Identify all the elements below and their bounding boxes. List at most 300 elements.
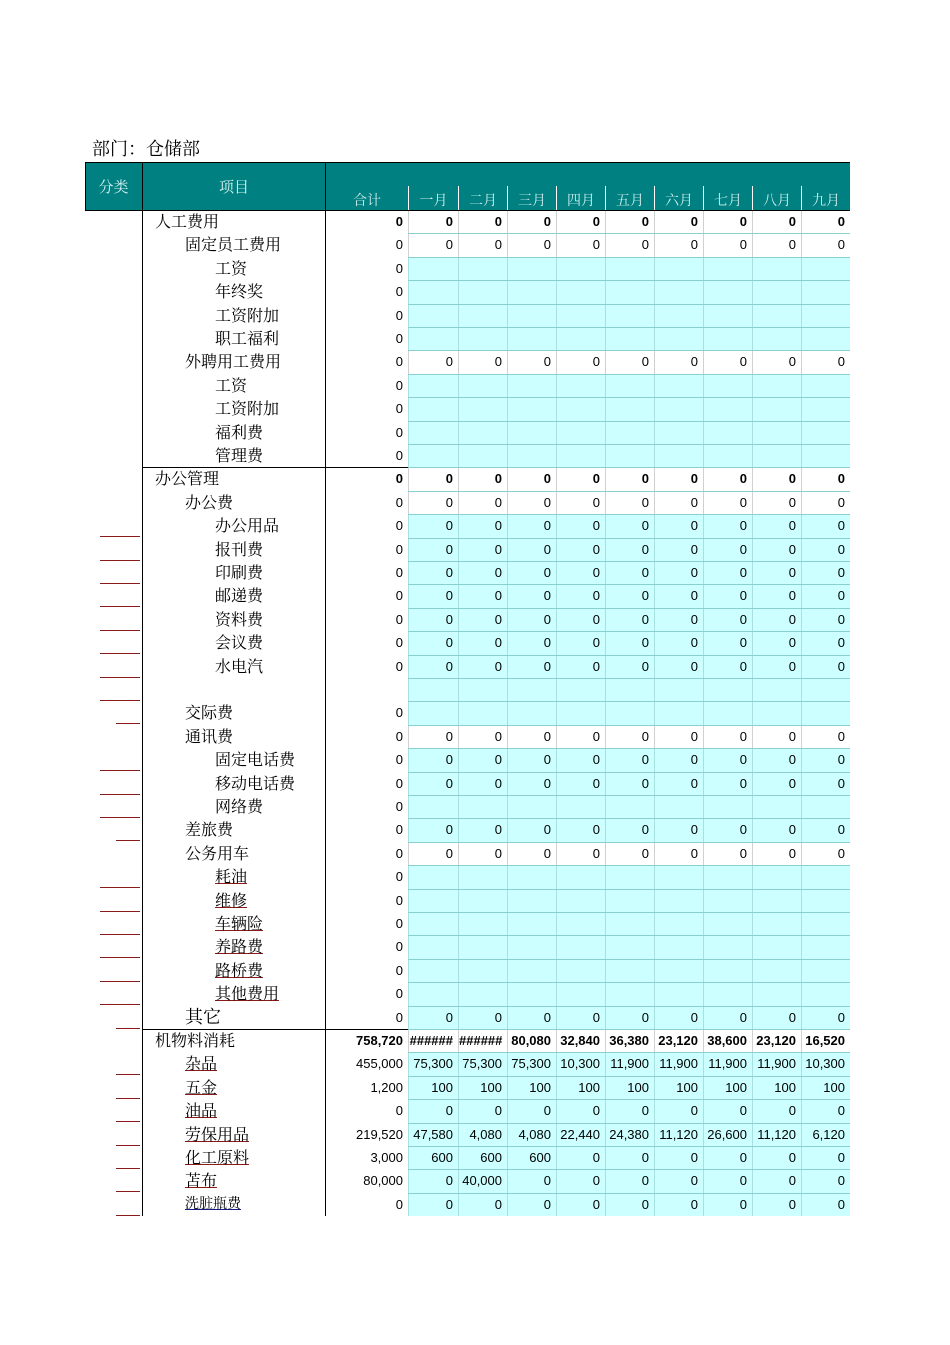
month-cell[interactable] bbox=[458, 280, 507, 303]
month-cell[interactable] bbox=[752, 935, 801, 958]
month-cell[interactable] bbox=[752, 865, 801, 888]
month-cell[interactable] bbox=[507, 327, 556, 350]
month-cell[interactable]: 0 bbox=[458, 725, 507, 748]
month-cell[interactable]: 0 bbox=[752, 210, 801, 233]
month-cell[interactable]: 0 bbox=[605, 1006, 654, 1029]
month-cell[interactable]: 0 bbox=[654, 818, 703, 841]
month-cell[interactable]: 0 bbox=[507, 1193, 556, 1216]
month-cell[interactable]: 0 bbox=[654, 1193, 703, 1216]
month-cell[interactable]: 40,000 bbox=[458, 1169, 507, 1192]
month-cell[interactable]: 11,900 bbox=[703, 1052, 752, 1075]
total-cell[interactable]: 0 bbox=[395, 541, 403, 557]
month-cell[interactable] bbox=[654, 889, 703, 912]
total-cell[interactable]: 3,000 bbox=[370, 1150, 403, 1165]
row-label[interactable]: 化工原料 bbox=[185, 1148, 250, 1167]
month-cell[interactable]: 0 bbox=[507, 725, 556, 748]
month-cell[interactable] bbox=[703, 327, 752, 350]
month-cell[interactable] bbox=[801, 959, 850, 982]
month-cell[interactable] bbox=[605, 374, 654, 397]
month-cell[interactable]: 0 bbox=[507, 210, 556, 233]
month-cell[interactable] bbox=[556, 304, 605, 327]
month-cell[interactable]: 0 bbox=[605, 631, 654, 654]
month-cell[interactable]: 0 bbox=[654, 233, 703, 256]
month-cell[interactable] bbox=[458, 304, 507, 327]
month-cell[interactable]: 0 bbox=[507, 561, 556, 584]
month-cell[interactable]: 0 bbox=[507, 772, 556, 795]
month-cell[interactable] bbox=[752, 421, 801, 444]
month-cell[interactable] bbox=[458, 444, 507, 467]
month-cell[interactable] bbox=[703, 865, 752, 888]
month-cell[interactable]: 0 bbox=[507, 842, 556, 865]
month-cell[interactable]: 0 bbox=[654, 655, 703, 678]
month-cell[interactable] bbox=[507, 982, 556, 1005]
month-cell[interactable]: 0 bbox=[458, 1099, 507, 1122]
month-cell[interactable] bbox=[605, 327, 654, 350]
month-cell[interactable] bbox=[605, 959, 654, 982]
month-cell[interactable] bbox=[703, 912, 752, 935]
month-cell[interactable]: 600 bbox=[408, 1146, 458, 1169]
month-cell[interactable]: 0 bbox=[801, 631, 850, 654]
month-cell[interactable]: 0 bbox=[458, 818, 507, 841]
month-cell[interactable]: 0 bbox=[654, 514, 703, 537]
month-cell[interactable]: 0 bbox=[605, 233, 654, 256]
month-cell[interactable]: 0 bbox=[507, 538, 556, 561]
month-cell[interactable] bbox=[605, 421, 654, 444]
month-cell[interactable] bbox=[703, 959, 752, 982]
month-cell[interactable]: 0 bbox=[703, 818, 752, 841]
month-cell[interactable]: 0 bbox=[458, 350, 507, 373]
month-cell[interactable]: 0 bbox=[458, 748, 507, 771]
month-cell[interactable] bbox=[752, 304, 801, 327]
month-cell[interactable] bbox=[801, 701, 850, 724]
month-cell[interactable] bbox=[605, 865, 654, 888]
total-cell[interactable]: 758,720 bbox=[356, 1033, 403, 1048]
month-cell[interactable] bbox=[458, 889, 507, 912]
month-cell[interactable]: 0 bbox=[408, 1169, 458, 1192]
month-cell[interactable]: 0 bbox=[556, 514, 605, 537]
row-label[interactable]: 路桥费 bbox=[215, 960, 264, 980]
month-cell[interactable] bbox=[752, 889, 801, 912]
month-cell[interactable] bbox=[801, 912, 850, 935]
month-cell[interactable]: 0 bbox=[605, 748, 654, 771]
month-cell[interactable]: 0 bbox=[458, 608, 507, 631]
month-cell[interactable] bbox=[458, 257, 507, 280]
month-cell[interactable]: 0 bbox=[752, 514, 801, 537]
month-cell[interactable] bbox=[605, 444, 654, 467]
month-cell[interactable] bbox=[703, 678, 752, 701]
total-cell[interactable] bbox=[325, 678, 408, 701]
month-cell[interactable]: 0 bbox=[654, 584, 703, 607]
month-cell[interactable]: 11,900 bbox=[654, 1052, 703, 1075]
total-cell[interactable]: 0 bbox=[395, 448, 403, 463]
month-cell[interactable] bbox=[458, 865, 507, 888]
total-cell[interactable]: 0 bbox=[395, 377, 403, 393]
month-cell[interactable] bbox=[507, 304, 556, 327]
month-cell[interactable] bbox=[703, 889, 752, 912]
month-cell[interactable] bbox=[408, 982, 458, 1005]
total-cell[interactable]: 0 bbox=[395, 775, 403, 791]
month-cell[interactable]: 0 bbox=[458, 1006, 507, 1029]
month-cell[interactable] bbox=[556, 421, 605, 444]
month-cell[interactable]: 100 bbox=[801, 1076, 850, 1099]
total-cell[interactable]: 0 bbox=[395, 705, 403, 721]
month-cell[interactable] bbox=[458, 374, 507, 397]
month-cell[interactable] bbox=[752, 959, 801, 982]
month-cell[interactable] bbox=[458, 327, 507, 350]
month-cell[interactable]: 0 bbox=[703, 350, 752, 373]
month-cell[interactable]: 11,900 bbox=[752, 1052, 801, 1075]
month-cell[interactable]: 0 bbox=[654, 631, 703, 654]
month-cell[interactable]: 0 bbox=[408, 772, 458, 795]
month-cell[interactable]: 0 bbox=[507, 631, 556, 654]
month-cell[interactable]: 0 bbox=[801, 818, 850, 841]
month-cell[interactable]: 0 bbox=[654, 210, 703, 233]
month-cell[interactable] bbox=[408, 444, 458, 467]
row-label[interactable]: 油品 bbox=[185, 1101, 218, 1121]
month-cell[interactable]: 0 bbox=[752, 1006, 801, 1029]
month-cell[interactable] bbox=[752, 327, 801, 350]
month-cell[interactable] bbox=[458, 795, 507, 818]
month-cell[interactable]: 38,600 bbox=[703, 1029, 752, 1052]
month-cell[interactable]: 0 bbox=[556, 1169, 605, 1192]
month-cell[interactable] bbox=[556, 397, 605, 420]
month-cell[interactable] bbox=[605, 397, 654, 420]
total-cell[interactable]: 0 bbox=[395, 611, 403, 627]
month-cell[interactable]: 0 bbox=[752, 631, 801, 654]
month-cell[interactable] bbox=[507, 865, 556, 888]
month-cell[interactable]: 100 bbox=[605, 1076, 654, 1099]
month-cell[interactable]: 0 bbox=[654, 1169, 703, 1192]
month-cell[interactable]: 0 bbox=[703, 467, 752, 490]
month-cell[interactable]: 0 bbox=[556, 842, 605, 865]
month-cell[interactable]: 0 bbox=[605, 561, 654, 584]
total-cell[interactable]: 0 bbox=[395, 658, 403, 674]
month-cell[interactable]: 0 bbox=[654, 561, 703, 584]
month-cell[interactable]: 16,520 bbox=[801, 1029, 850, 1052]
month-cell[interactable] bbox=[703, 257, 752, 280]
month-cell[interactable] bbox=[801, 444, 850, 467]
month-cell[interactable]: 0 bbox=[703, 1169, 752, 1192]
month-cell[interactable] bbox=[703, 444, 752, 467]
month-cell[interactable] bbox=[801, 865, 850, 888]
month-cell[interactable] bbox=[458, 701, 507, 724]
month-cell[interactable] bbox=[458, 959, 507, 982]
month-cell[interactable] bbox=[801, 982, 850, 1005]
month-cell[interactable]: 0 bbox=[556, 1006, 605, 1029]
month-cell[interactable]: 0 bbox=[801, 655, 850, 678]
month-cell[interactable]: 0 bbox=[556, 1193, 605, 1216]
total-cell[interactable]: 0 bbox=[395, 869, 403, 885]
month-cell[interactable] bbox=[458, 397, 507, 420]
month-cell[interactable]: 0 bbox=[752, 1099, 801, 1122]
total-cell[interactable]: 0 bbox=[395, 1103, 403, 1119]
month-cell[interactable]: 0 bbox=[703, 1006, 752, 1029]
month-cell[interactable]: 0 bbox=[556, 608, 605, 631]
month-cell[interactable]: 75,300 bbox=[507, 1052, 556, 1075]
month-cell[interactable]: 0 bbox=[458, 772, 507, 795]
month-cell[interactable]: 0 bbox=[556, 1146, 605, 1169]
month-cell[interactable] bbox=[654, 865, 703, 888]
month-cell[interactable] bbox=[408, 327, 458, 350]
month-cell[interactable]: 0 bbox=[556, 467, 605, 490]
month-cell[interactable] bbox=[703, 397, 752, 420]
month-cell[interactable]: 0 bbox=[507, 350, 556, 373]
month-cell[interactable] bbox=[703, 795, 752, 818]
month-cell[interactable]: 0 bbox=[408, 210, 458, 233]
month-cell[interactable] bbox=[556, 701, 605, 724]
month-cell[interactable] bbox=[654, 444, 703, 467]
month-cell[interactable]: 4,080 bbox=[507, 1123, 556, 1146]
total-cell[interactable]: 0 bbox=[395, 588, 403, 604]
row-label[interactable]: 耗油 bbox=[215, 867, 248, 887]
month-cell[interactable] bbox=[556, 327, 605, 350]
month-cell[interactable]: 0 bbox=[654, 1146, 703, 1169]
month-cell[interactable]: 0 bbox=[703, 210, 752, 233]
month-cell[interactable] bbox=[408, 304, 458, 327]
total-cell[interactable]: 0 bbox=[395, 494, 403, 510]
month-cell[interactable]: 0 bbox=[801, 491, 850, 514]
month-cell[interactable]: 0 bbox=[605, 1169, 654, 1192]
month-cell[interactable]: 0 bbox=[458, 514, 507, 537]
total-cell[interactable]: 0 bbox=[395, 845, 403, 861]
month-cell[interactable]: 0 bbox=[703, 772, 752, 795]
month-cell[interactable]: 23,120 bbox=[752, 1029, 801, 1052]
total-cell[interactable]: 0 bbox=[395, 939, 403, 955]
month-cell[interactable]: 600 bbox=[507, 1146, 556, 1169]
month-cell[interactable]: 36,380 bbox=[605, 1029, 654, 1052]
month-cell[interactable]: 0 bbox=[801, 1099, 850, 1122]
month-cell[interactable] bbox=[507, 280, 556, 303]
month-cell[interactable]: 0 bbox=[458, 631, 507, 654]
month-cell[interactable] bbox=[507, 444, 556, 467]
month-cell[interactable]: 0 bbox=[556, 584, 605, 607]
total-cell[interactable]: 0 bbox=[395, 565, 403, 580]
month-cell[interactable] bbox=[605, 678, 654, 701]
month-cell[interactable] bbox=[507, 795, 556, 818]
row-label[interactable]: 杂品 bbox=[185, 1054, 218, 1074]
month-cell[interactable]: 0 bbox=[801, 1169, 850, 1192]
month-cell[interactable]: 0 bbox=[703, 748, 752, 771]
month-cell[interactable]: 0 bbox=[408, 818, 458, 841]
month-cell[interactable] bbox=[458, 421, 507, 444]
month-cell[interactable] bbox=[605, 701, 654, 724]
month-cell[interactable] bbox=[801, 280, 850, 303]
month-cell[interactable]: 0 bbox=[507, 748, 556, 771]
month-cell[interactable]: 0 bbox=[556, 538, 605, 561]
month-cell[interactable] bbox=[408, 678, 458, 701]
month-cell[interactable]: 0 bbox=[605, 1099, 654, 1122]
month-cell[interactable] bbox=[408, 795, 458, 818]
month-cell[interactable] bbox=[752, 912, 801, 935]
month-cell[interactable]: 0 bbox=[605, 350, 654, 373]
month-cell[interactable] bbox=[801, 257, 850, 280]
month-cell[interactable]: 0 bbox=[556, 210, 605, 233]
month-cell[interactable] bbox=[703, 701, 752, 724]
month-cell[interactable]: 0 bbox=[654, 772, 703, 795]
month-cell[interactable]: 0 bbox=[605, 655, 654, 678]
month-cell[interactable]: 0 bbox=[458, 842, 507, 865]
month-cell[interactable]: 0 bbox=[801, 1006, 850, 1029]
month-cell[interactable] bbox=[801, 889, 850, 912]
total-cell[interactable]: 0 bbox=[395, 284, 403, 300]
total-cell[interactable]: 0 bbox=[395, 354, 403, 370]
month-cell[interactable]: 0 bbox=[556, 772, 605, 795]
month-cell[interactable]: 0 bbox=[654, 725, 703, 748]
month-cell[interactable]: 0 bbox=[703, 584, 752, 607]
month-cell[interactable] bbox=[654, 304, 703, 327]
total-cell[interactable]: 219,520 bbox=[356, 1126, 403, 1142]
total-cell[interactable]: 0 bbox=[395, 214, 403, 229]
month-cell[interactable]: 0 bbox=[752, 561, 801, 584]
month-cell[interactable] bbox=[507, 912, 556, 935]
month-cell[interactable]: 0 bbox=[408, 467, 458, 490]
month-cell[interactable]: ###### bbox=[408, 1029, 458, 1052]
month-cell[interactable] bbox=[507, 701, 556, 724]
month-cell[interactable] bbox=[507, 889, 556, 912]
month-cell[interactable]: 0 bbox=[458, 233, 507, 256]
month-cell[interactable] bbox=[752, 444, 801, 467]
month-cell[interactable]: 0 bbox=[752, 1146, 801, 1169]
month-cell[interactable] bbox=[605, 982, 654, 1005]
month-cell[interactable]: 0 bbox=[605, 1193, 654, 1216]
month-cell[interactable]: 0 bbox=[458, 584, 507, 607]
month-cell[interactable]: 0 bbox=[801, 514, 850, 537]
month-cell[interactable] bbox=[752, 257, 801, 280]
month-cell[interactable]: 6,120 bbox=[801, 1123, 850, 1146]
month-cell[interactable]: 0 bbox=[801, 561, 850, 584]
month-cell[interactable]: 11,120 bbox=[654, 1123, 703, 1146]
month-cell[interactable]: 0 bbox=[458, 655, 507, 678]
total-cell[interactable]: 0 bbox=[395, 752, 403, 768]
month-cell[interactable] bbox=[801, 935, 850, 958]
month-cell[interactable]: 22,440 bbox=[556, 1123, 605, 1146]
month-cell[interactable]: 0 bbox=[752, 1193, 801, 1216]
month-cell[interactable]: 0 bbox=[703, 233, 752, 256]
month-cell[interactable]: 0 bbox=[654, 1006, 703, 1029]
month-cell[interactable]: 0 bbox=[703, 1193, 752, 1216]
month-cell[interactable]: 0 bbox=[801, 1146, 850, 1169]
month-cell[interactable]: 4,080 bbox=[458, 1123, 507, 1146]
total-cell[interactable]: 0 bbox=[395, 1196, 403, 1212]
month-cell[interactable] bbox=[752, 701, 801, 724]
month-cell[interactable]: 0 bbox=[752, 467, 801, 490]
month-cell[interactable] bbox=[507, 935, 556, 958]
month-cell[interactable] bbox=[458, 912, 507, 935]
total-cell[interactable]: 0 bbox=[395, 471, 403, 487]
month-cell[interactable]: 0 bbox=[752, 1169, 801, 1192]
month-cell[interactable]: 0 bbox=[752, 818, 801, 841]
month-cell[interactable]: 0 bbox=[801, 210, 850, 233]
month-cell[interactable]: 0 bbox=[605, 467, 654, 490]
total-cell[interactable]: 80,000 bbox=[363, 1173, 403, 1189]
month-cell[interactable]: 0 bbox=[801, 748, 850, 771]
month-cell[interactable]: 0 bbox=[556, 350, 605, 373]
month-cell[interactable]: 100 bbox=[556, 1076, 605, 1099]
month-cell[interactable] bbox=[801, 327, 850, 350]
month-cell[interactable] bbox=[654, 982, 703, 1005]
month-cell[interactable]: 0 bbox=[752, 772, 801, 795]
month-cell[interactable]: 0 bbox=[458, 491, 507, 514]
month-cell[interactable]: 0 bbox=[703, 1146, 752, 1169]
month-cell[interactable]: 0 bbox=[556, 655, 605, 678]
month-cell[interactable]: 0 bbox=[654, 538, 703, 561]
month-cell[interactable]: 0 bbox=[458, 538, 507, 561]
month-cell[interactable]: 0 bbox=[556, 1099, 605, 1122]
month-cell[interactable] bbox=[654, 280, 703, 303]
month-cell[interactable]: 0 bbox=[605, 584, 654, 607]
month-cell[interactable] bbox=[605, 912, 654, 935]
month-cell[interactable]: 0 bbox=[801, 233, 850, 256]
total-cell[interactable]: 0 bbox=[395, 237, 403, 253]
month-cell[interactable] bbox=[703, 280, 752, 303]
month-cell[interactable]: 0 bbox=[654, 608, 703, 631]
total-cell[interactable]: 0 bbox=[395, 822, 403, 838]
month-cell[interactable]: 0 bbox=[801, 538, 850, 561]
month-cell[interactable]: 0 bbox=[654, 491, 703, 514]
month-cell[interactable] bbox=[507, 257, 556, 280]
month-cell[interactable]: 0 bbox=[801, 772, 850, 795]
month-cell[interactable] bbox=[556, 959, 605, 982]
month-cell[interactable]: 0 bbox=[703, 608, 752, 631]
month-cell[interactable] bbox=[654, 701, 703, 724]
month-cell[interactable]: 0 bbox=[408, 1099, 458, 1122]
total-cell[interactable]: 0 bbox=[395, 518, 403, 534]
row-label[interactable]: 劳保用品 bbox=[185, 1124, 250, 1144]
total-cell[interactable]: 0 bbox=[395, 892, 403, 908]
month-cell[interactable]: 0 bbox=[408, 1193, 458, 1216]
month-cell[interactable] bbox=[556, 982, 605, 1005]
month-cell[interactable]: 0 bbox=[556, 233, 605, 256]
month-cell[interactable] bbox=[654, 959, 703, 982]
month-cell[interactable]: 0 bbox=[507, 1099, 556, 1122]
total-cell[interactable]: 0 bbox=[395, 401, 403, 417]
month-cell[interactable]: 0 bbox=[408, 233, 458, 256]
month-cell[interactable]: 0 bbox=[408, 608, 458, 631]
month-cell[interactable] bbox=[408, 257, 458, 280]
month-cell[interactable] bbox=[801, 421, 850, 444]
month-cell[interactable]: 0 bbox=[752, 725, 801, 748]
month-cell[interactable]: 0 bbox=[801, 842, 850, 865]
month-cell[interactable]: 0 bbox=[408, 842, 458, 865]
month-cell[interactable]: 0 bbox=[703, 655, 752, 678]
month-cell[interactable]: 10,300 bbox=[801, 1052, 850, 1075]
month-cell[interactable] bbox=[752, 678, 801, 701]
month-cell[interactable]: 0 bbox=[605, 514, 654, 537]
month-cell[interactable] bbox=[703, 304, 752, 327]
month-cell[interactable]: 0 bbox=[801, 725, 850, 748]
month-cell[interactable] bbox=[507, 678, 556, 701]
month-cell[interactable]: 80,080 bbox=[507, 1029, 556, 1052]
month-cell[interactable] bbox=[752, 374, 801, 397]
month-cell[interactable]: 0 bbox=[801, 467, 850, 490]
month-cell[interactable]: 47,580 bbox=[408, 1123, 458, 1146]
month-cell[interactable]: 0 bbox=[752, 233, 801, 256]
month-cell[interactable]: 100 bbox=[458, 1076, 507, 1099]
total-cell[interactable]: 0 bbox=[395, 260, 403, 276]
month-cell[interactable]: 0 bbox=[605, 210, 654, 233]
month-cell[interactable] bbox=[507, 397, 556, 420]
total-cell[interactable]: 0 bbox=[395, 331, 403, 346]
month-cell[interactable]: 0 bbox=[408, 748, 458, 771]
month-cell[interactable]: 0 bbox=[556, 748, 605, 771]
month-cell[interactable]: 0 bbox=[605, 725, 654, 748]
month-cell[interactable]: 0 bbox=[458, 467, 507, 490]
month-cell[interactable]: 0 bbox=[458, 561, 507, 584]
month-cell[interactable] bbox=[408, 280, 458, 303]
month-cell[interactable]: 0 bbox=[703, 561, 752, 584]
month-cell[interactable]: 0 bbox=[752, 842, 801, 865]
month-cell[interactable] bbox=[654, 397, 703, 420]
